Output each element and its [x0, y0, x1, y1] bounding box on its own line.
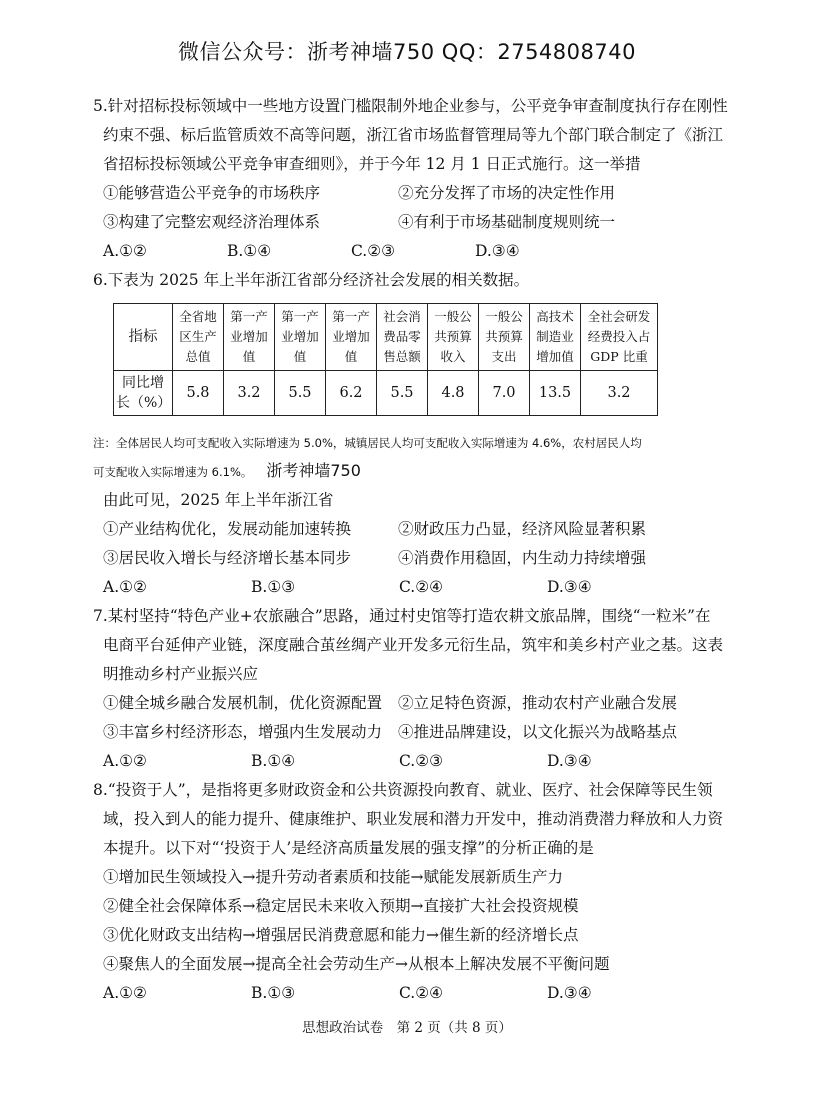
option-item: ③丰富乡村经济形态，增强内生发展动力: [103, 723, 383, 741]
choice-a: A.①②: [103, 578, 147, 596]
option-item: ①能够营造公平竞争的市场秩序: [103, 184, 321, 202]
page-footer: 思想政治试卷 第 2 页（共 8 页）: [302, 1020, 512, 1036]
question-8-stem-line: 域，投入到人的能力提升、健康维护、职业发展和潜力开发中，推动消费潜力释放和人力资: [103, 810, 724, 828]
table-cell: 6.2: [326, 371, 377, 416]
question-6-items-row: [93, 515, 733, 544]
choice-c: C.②④: [399, 578, 444, 596]
question-6-stem: 由此可见，2025 年上半年浙江省: [103, 491, 334, 509]
option-item: ④聚焦人的全面发展→提高全社会劳动生产→从根本上解决发展不平衡问题: [103, 955, 610, 973]
table-cell: 3.2: [581, 371, 658, 416]
choice-d: D.③④: [475, 242, 520, 260]
choice-c: C.②④: [399, 984, 444, 1002]
option-item: ①产业结构优化，发展动能加速转换: [103, 520, 352, 538]
page-header: 微信公众号：浙考神墙750 QQ：2754808740: [178, 40, 636, 64]
question-5: [93, 92, 733, 266]
table-cell: 3.2: [224, 371, 275, 416]
option-item: ②立足特色资源，推动农村产业融合发展: [398, 694, 678, 712]
choice-b: B.①④: [251, 752, 296, 770]
table-cell: 13.5: [530, 371, 581, 416]
table-header-cell: 一般公 共预算 支出: [479, 304, 530, 371]
table-cell: 5.8: [173, 371, 224, 416]
choice-b: B.①③: [251, 578, 296, 596]
option-item: ①健全城乡融合发展机制，优化资源配置: [103, 694, 383, 712]
table-note-line: 注：全体居民人均可支配收入实际增速为 5.0%，城镇居民人均可支配收入实际增速为 4.6%，农村居民人均: [93, 436, 642, 450]
table-header-cell: 全省地 区生产 总值: [173, 304, 224, 371]
question-6-items-row: [93, 544, 733, 573]
table-header-cell: 社会消 费品零 售总额: [377, 304, 428, 371]
question-7-items-row: [93, 718, 733, 747]
question-5-items-row: [93, 208, 733, 237]
question-6-choices: [93, 573, 733, 602]
table-note-line: 可支配收入实际增速为 6.1%。 浙考神墙750: [93, 461, 361, 480]
choice-b: B.①③: [251, 984, 296, 1002]
question-7-stem-line: 明推动乡村产业振兴应: [103, 665, 259, 683]
table-note: [93, 430, 711, 486]
question-8-stem-line: 8.“投资于人”，是指将更多财政资金和公共资源投向教育、就业、医疗、社会保障等民生领: [93, 781, 713, 799]
table-row: [114, 371, 658, 416]
choice-d: D.③④: [547, 752, 592, 770]
table-header-cell: 一般公 共预算 收入: [428, 304, 479, 371]
table-cell: 4.8: [428, 371, 479, 416]
choice-a: A.①②: [103, 752, 147, 770]
table-header-cell: 全社会研发 经费投入占 GDP 比重: [581, 304, 658, 371]
question-5-choices: [93, 237, 733, 266]
table-header-row: [114, 304, 658, 371]
question-5-stem-line: 5.针对招标投标领域中一些地方设置门槛限制外地企业参与，公平竞争审查制度执行存在刚性: [93, 97, 728, 115]
question-7-stem-line: 电商平台延伸产业链，深度融合茧丝绸产业开发多元衍生品，筑牢和美乡村产业之基。这表: [103, 636, 724, 654]
question-8-choices: [93, 979, 733, 1008]
table-cell: 5.5: [275, 371, 326, 416]
option-item: ②健全社会保障体系→稳定居民未来收入预期→直接扩大社会投资规模: [103, 897, 579, 915]
option-item: ①增加民生领域投入→提升劳动者素质和技能→赋能发展新质生产力: [103, 868, 563, 886]
option-item: ②财政压力凸显，经济风险显著积累: [398, 520, 647, 538]
question-5-stem-line: 约束不强、标后监管质效不高等问题，浙江省市场监督管理局等九个部门联合制定了《浙江: [103, 126, 724, 144]
option-item: ②充分发挥了市场的决定性作用: [398, 184, 616, 202]
question-6: [93, 266, 733, 602]
choice-a: A.①②: [103, 984, 147, 1002]
table-corner-cell: 指标: [114, 304, 173, 371]
question-7-items-row: [93, 689, 733, 718]
table-header-cell: 第一产 业增加 值: [275, 304, 326, 371]
question-8-stem-line: 本提升。以下对“‘投资于人’是经济高质量发展的强支撑”的分析正确的是: [103, 839, 594, 857]
choice-d: D.③④: [547, 578, 592, 596]
choice-b: B.①④: [227, 242, 272, 260]
watermark-text: 浙考神墙750: [266, 461, 361, 480]
table-header-cell: 高技术 制造业 增加值: [530, 304, 581, 371]
option-item: ③居民收入增长与经济增长基本同步: [103, 549, 352, 567]
table-row-label: 同比增 长（%）: [114, 371, 173, 416]
question-8: [93, 776, 733, 1008]
choice-c: C.②③: [399, 752, 444, 770]
economic-data-table: [113, 303, 658, 416]
question-7-stem-line: 7.某村坚持“特色产业+农旅融合”思路，通过村史馆等打造农耕文旅品牌，围绕“一粒米”在: [93, 607, 711, 625]
choice-c: C.②③: [351, 242, 396, 260]
table-cell: 7.0: [479, 371, 530, 416]
choice-d: D.③④: [547, 984, 592, 1002]
question-7: [93, 602, 733, 776]
option-item: ④推进品牌建设，以文化振兴为战略基点: [398, 723, 678, 741]
option-item: ③优化财政支出结构→增强居民消费意愿和能力→催生新的经济增长点: [103, 926, 579, 944]
choice-a: A.①②: [103, 242, 147, 260]
option-item: ④有利于市场基础制度规则统一: [398, 213, 616, 231]
question-6-lead: 6.下表为 2025 年上半年浙江省部分经济社会发展的相关数据。: [93, 271, 530, 289]
table-cell: 5.5: [377, 371, 428, 416]
question-5-stem-line: 省招标投标领域公平竞争审查细则》，并于今年 12 月 1 日正式施行。这一举措: [103, 155, 641, 173]
option-item: ④消费作用稳固，内生动力持续增强: [398, 549, 647, 567]
table-header-cell: 第一产 业增加 值: [224, 304, 275, 371]
table-header-cell: 第一产 业增加 值: [326, 304, 377, 371]
page-content: [93, 92, 733, 1008]
option-item: ③构建了完整宏观经济治理体系: [103, 213, 321, 231]
question-5-items-row: [93, 179, 733, 208]
question-7-choices: [93, 747, 733, 776]
